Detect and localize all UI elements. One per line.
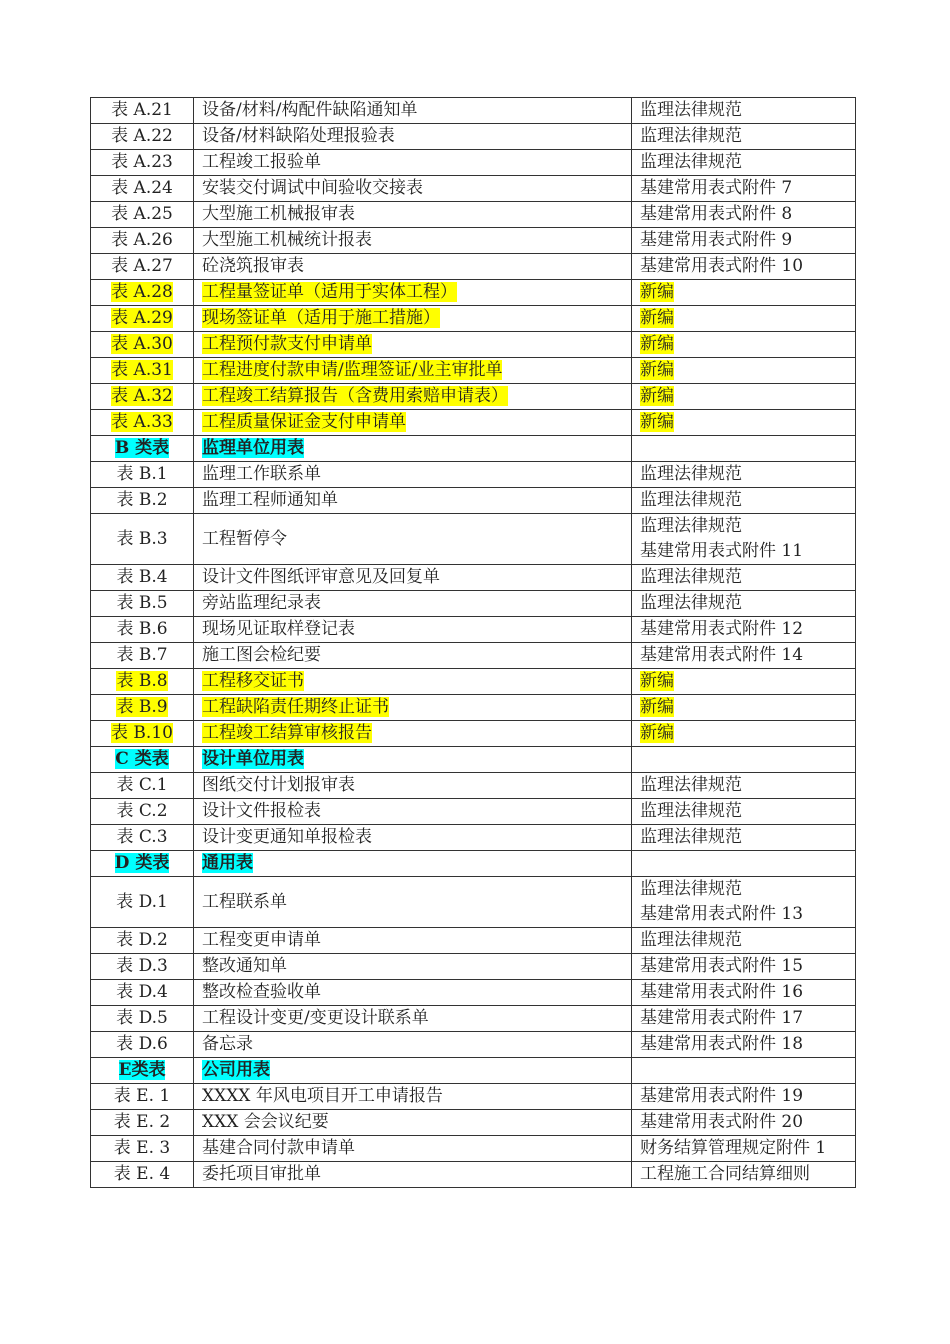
table-row (91, 280, 856, 306)
form-code-cell (91, 1084, 194, 1110)
form-code-cell (91, 1032, 194, 1058)
form-code: 表 D.3 (116, 956, 168, 976)
form-code: 表 A.22 (111, 126, 173, 146)
form-code: 表 A.30 (111, 334, 173, 354)
form-code-cell (91, 695, 194, 721)
form-source-cell (632, 669, 856, 695)
form-code-cell (91, 851, 194, 877)
table-row (91, 1136, 856, 1162)
form-code-cell (91, 773, 194, 799)
form-code: 表 C.2 (116, 801, 168, 821)
form-source: 基建常用表式附件 13 (640, 904, 804, 924)
form-name: XXX 会会议纪要 (202, 1112, 329, 1132)
form-code-cell (91, 436, 194, 462)
table-row (91, 332, 856, 358)
table-row (91, 1162, 856, 1188)
form-source: 工程施工合同结算细则 (640, 1164, 810, 1184)
category-header-row (91, 1058, 856, 1084)
table-row (91, 410, 856, 436)
table-row (91, 721, 856, 747)
form-name-cell (194, 1006, 632, 1032)
form-name: 现场见证取样登记表 (202, 619, 355, 639)
form-code-cell (91, 1058, 194, 1084)
form-name-cell (194, 410, 632, 436)
form-source-cell (632, 1006, 856, 1032)
form-name: 工程设计变更/变更设计联系单 (202, 1008, 429, 1028)
form-code: 表 B.2 (116, 490, 168, 510)
form-code: 表 C.3 (116, 827, 168, 847)
table-row (91, 1032, 856, 1058)
form-name-cell (194, 825, 632, 851)
form-name: 设计文件报检表 (202, 801, 321, 821)
form-source-cell (632, 228, 856, 254)
form-code-cell (91, 721, 194, 747)
form-source: 新编 (640, 282, 674, 302)
form-name: 旁站监理纪录表 (202, 593, 321, 613)
table-row (91, 877, 856, 928)
form-name: 大型施工机械统计报表 (202, 230, 372, 250)
form-source: 监理法律规范 (640, 490, 742, 510)
form-code-cell (91, 176, 194, 202)
form-source: 基建常用表式附件 19 (640, 1086, 804, 1106)
form-name: 监理工程师通知单 (202, 490, 338, 510)
form-name-cell (194, 150, 632, 176)
form-name-cell (194, 1084, 632, 1110)
form-source-cell (632, 721, 856, 747)
form-source-cell (632, 695, 856, 721)
form-source-cell (632, 410, 856, 436)
form-name-cell (194, 643, 632, 669)
form-code-cell (91, 488, 194, 514)
form-code: C 类表 (115, 749, 169, 769)
form-code: 表 B.9 (116, 697, 168, 717)
form-source-cell (632, 747, 856, 773)
form-name-cell (194, 591, 632, 617)
table-row (91, 799, 856, 825)
form-name-cell (194, 514, 632, 565)
form-source-cell (632, 799, 856, 825)
form-source: 监理法律规范 (640, 801, 742, 821)
form-source-cell (632, 1084, 856, 1110)
form-name: 工程竣工报验单 (202, 152, 321, 172)
form-name-cell (194, 358, 632, 384)
form-source: 监理法律规范 (640, 152, 742, 172)
form-code-cell (91, 591, 194, 617)
form-code-cell (91, 669, 194, 695)
table-row (91, 591, 856, 617)
table-row (91, 514, 856, 565)
form-name-cell (194, 98, 632, 124)
form-code: 表 B.4 (116, 567, 168, 587)
form-name-cell (194, 1136, 632, 1162)
form-source-cell (632, 643, 856, 669)
form-name: 监理工作联系单 (202, 464, 321, 484)
form-source-cell (632, 176, 856, 202)
table-row (91, 928, 856, 954)
form-name: 工程竣工结算报告（含费用索赔申请表） (202, 386, 508, 406)
form-name: 工程缺陷责任期终止证书 (202, 697, 389, 717)
form-source-cell (632, 928, 856, 954)
form-name: 图纸交付计划报审表 (202, 775, 355, 795)
form-code-cell (91, 877, 194, 928)
form-code-cell (91, 514, 194, 565)
form-code-cell (91, 150, 194, 176)
form-name: 公司用表 (202, 1060, 270, 1080)
form-code-cell (91, 1136, 194, 1162)
table-row (91, 1084, 856, 1110)
form-name-cell (194, 851, 632, 877)
form-code-cell (91, 306, 194, 332)
form-source-cell (632, 1136, 856, 1162)
form-code-cell (91, 98, 194, 124)
form-code: 表 E. 2 (113, 1112, 171, 1132)
form-source: 基建常用表式附件 11 (640, 541, 804, 561)
form-source: 基建常用表式附件 20 (640, 1112, 804, 1132)
form-code-cell (91, 358, 194, 384)
form-name: 施工图会检纪要 (202, 645, 321, 665)
form-source: 监理法律规范 (640, 567, 742, 587)
table-row (91, 306, 856, 332)
form-code-cell (91, 1110, 194, 1136)
form-code: 表 D.6 (116, 1034, 168, 1054)
form-name-cell (194, 280, 632, 306)
form-source: 新编 (640, 412, 674, 432)
form-name-cell (194, 202, 632, 228)
form-code: 表 A.24 (111, 178, 173, 198)
form-source: 基建常用表式附件 12 (640, 619, 804, 639)
table-row (91, 358, 856, 384)
form-name-cell (194, 1032, 632, 1058)
form-name-cell (194, 228, 632, 254)
category-header-row (91, 851, 856, 877)
form-code: 表 A.26 (111, 230, 173, 250)
form-name: 设计文件图纸评审意见及回复单 (202, 567, 440, 587)
form-source-cell (632, 358, 856, 384)
form-source-cell (632, 1032, 856, 1058)
form-code: 表 B.7 (116, 645, 168, 665)
form-source-cell (632, 773, 856, 799)
form-source: 监理法律规范 (640, 464, 742, 484)
form-name-cell (194, 176, 632, 202)
form-source-cell (632, 980, 856, 1006)
form-source: 基建常用表式附件 8 (640, 204, 793, 224)
form-source: 监理法律规范 (640, 879, 742, 899)
form-name: 设备/材料/构配件缺陷通知单 (202, 100, 418, 120)
form-name-cell (194, 306, 632, 332)
form-source: 基建常用表式附件 15 (640, 956, 804, 976)
form-source-cell (632, 591, 856, 617)
table-row (91, 254, 856, 280)
form-source: 新编 (640, 697, 674, 717)
form-source-cell (632, 565, 856, 591)
form-name: 整改通知单 (202, 956, 287, 976)
form-code-cell (91, 617, 194, 643)
form-code-cell (91, 280, 194, 306)
form-name-cell (194, 617, 632, 643)
form-code: 表 C.1 (116, 775, 168, 795)
form-source-cell (632, 1110, 856, 1136)
form-name-cell (194, 928, 632, 954)
form-code: 表 A.32 (111, 386, 173, 406)
form-source: 基建常用表式附件 16 (640, 982, 804, 1002)
form-source: 基建常用表式附件 18 (640, 1034, 804, 1054)
form-name: 工程量签证单（适用于实体工程） (202, 282, 457, 302)
form-name: 工程竣工结算审核报告 (202, 723, 372, 743)
form-name: 工程联系单 (202, 891, 287, 912)
form-source: 基建常用表式附件 17 (640, 1008, 804, 1028)
form-name-cell (194, 565, 632, 591)
form-code-cell (91, 954, 194, 980)
form-name-cell (194, 254, 632, 280)
form-source: 基建常用表式附件 9 (640, 230, 793, 250)
form-source: 监理法律规范 (640, 775, 742, 795)
form-name-cell (194, 954, 632, 980)
form-code: 表 A.28 (111, 282, 173, 302)
form-code: 表 B.8 (116, 671, 168, 691)
table-row (91, 980, 856, 1006)
form-name: 备忘录 (202, 1034, 253, 1054)
form-code-cell (91, 462, 194, 488)
form-code: 表 B.1 (116, 464, 168, 484)
form-name-cell (194, 488, 632, 514)
form-name-cell (194, 721, 632, 747)
form-name: 通用表 (202, 853, 253, 873)
form-name: 砼浇筑报审表 (202, 256, 304, 276)
form-source-cell (632, 825, 856, 851)
form-name: 设备/材料缺陷处理报验表 (202, 126, 395, 146)
form-name: 工程质量保证金支付申请单 (202, 412, 406, 432)
table-row (91, 825, 856, 851)
table-row (91, 98, 856, 124)
form-code: 表 B.6 (116, 619, 168, 639)
form-code: 表 D.1 (116, 891, 168, 912)
form-source-cell (632, 202, 856, 228)
form-name-cell (194, 877, 632, 928)
form-source: 新编 (640, 360, 674, 380)
form-source: 监理法律规范 (640, 593, 742, 613)
form-name-cell (194, 1110, 632, 1136)
form-source: 基建常用表式附件 7 (640, 178, 793, 198)
table-row (91, 954, 856, 980)
form-code: 表 A.23 (111, 152, 173, 172)
form-name-cell (194, 462, 632, 488)
form-source: 新编 (640, 386, 674, 406)
form-code-cell (91, 1162, 194, 1188)
form-code: 表 E. 4 (113, 1164, 171, 1184)
form-code: E类表 (118, 1060, 166, 1080)
category-header-row (91, 436, 856, 462)
form-code-cell (91, 980, 194, 1006)
form-source: 监理法律规范 (640, 930, 742, 950)
form-code-cell (91, 565, 194, 591)
form-code-cell (91, 643, 194, 669)
table-row (91, 150, 856, 176)
form-code: 表 A.33 (111, 412, 173, 432)
table-row (91, 617, 856, 643)
form-source-cell (632, 617, 856, 643)
form-name: 基建合同付款申请单 (202, 1138, 355, 1158)
table-row (91, 124, 856, 150)
category-header-row (91, 747, 856, 773)
form-source-cell (632, 436, 856, 462)
form-source: 基建常用表式附件 10 (640, 256, 804, 276)
form-name-cell (194, 1058, 632, 1084)
form-source-cell (632, 98, 856, 124)
form-name-cell (194, 124, 632, 150)
table-row (91, 695, 856, 721)
form-name: 安装交付调试中间验收交接表 (202, 178, 423, 198)
form-code: 表 B.5 (116, 593, 168, 613)
form-code-cell (91, 825, 194, 851)
form-source-cell (632, 1058, 856, 1084)
forms-index-table (90, 97, 856, 1188)
form-name: 监理单位用表 (202, 438, 304, 458)
form-source-cell (632, 954, 856, 980)
table-row (91, 773, 856, 799)
form-code: 表 E. 1 (113, 1086, 171, 1106)
table-row (91, 384, 856, 410)
form-code-cell (91, 747, 194, 773)
form-name-cell (194, 747, 632, 773)
form-name-cell (194, 695, 632, 721)
form-code-cell (91, 202, 194, 228)
form-code-cell (91, 228, 194, 254)
form-name: 工程变更申请单 (202, 930, 321, 950)
form-source-cell (632, 851, 856, 877)
form-code: B 类表 (114, 438, 170, 458)
form-source-cell (632, 488, 856, 514)
form-name-cell (194, 773, 632, 799)
form-source: 新编 (640, 308, 674, 328)
form-name-cell (194, 332, 632, 358)
form-code: 表 A.21 (111, 100, 173, 120)
form-code-cell (91, 928, 194, 954)
form-code-cell (91, 410, 194, 436)
form-code-cell (91, 332, 194, 358)
form-code-cell (91, 254, 194, 280)
form-source-cell (632, 332, 856, 358)
form-source: 监理法律规范 (640, 827, 742, 847)
form-name: XXXX 年风电项目开工申请报告 (202, 1086, 443, 1106)
form-source: 基建常用表式附件 14 (640, 645, 804, 665)
form-code-cell (91, 124, 194, 150)
form-name-cell (194, 669, 632, 695)
form-name: 设计变更通知单报检表 (202, 827, 372, 847)
form-name: 大型施工机械报审表 (202, 204, 355, 224)
form-code: 表 D.5 (116, 1008, 168, 1028)
form-source: 监理法律规范 (640, 100, 742, 120)
form-source-cell (632, 254, 856, 280)
form-name: 现场签证单（适用于施工措施） (202, 308, 440, 328)
form-source: 财务结算管理规定附件 1 (640, 1138, 827, 1158)
form-source: 新编 (640, 334, 674, 354)
form-code: 表 D.4 (116, 982, 168, 1002)
form-code: D 类表 (114, 853, 170, 873)
form-name: 工程暂停令 (202, 528, 287, 549)
form-source: 监理法律规范 (640, 516, 742, 536)
table-row (91, 176, 856, 202)
form-name: 委托项目审批单 (202, 1164, 321, 1184)
form-source: 新编 (640, 723, 674, 743)
form-code: 表 A.29 (111, 308, 173, 328)
form-source-cell (632, 124, 856, 150)
form-code: 表 B.3 (116, 528, 168, 549)
form-code: 表 E. 3 (113, 1138, 171, 1158)
form-code-cell (91, 799, 194, 825)
table-row (91, 228, 856, 254)
form-code-cell (91, 384, 194, 410)
table-row (91, 1110, 856, 1136)
table-row (91, 462, 856, 488)
table-row (91, 565, 856, 591)
table-row (91, 1006, 856, 1032)
form-name-cell (194, 436, 632, 462)
form-name-cell (194, 980, 632, 1006)
table-row (91, 643, 856, 669)
form-name: 工程移交证书 (202, 671, 304, 691)
form-code: 表 A.25 (111, 204, 173, 224)
table-body (91, 98, 856, 1188)
table-row (91, 669, 856, 695)
form-source-cell (632, 1162, 856, 1188)
form-name-cell (194, 384, 632, 410)
table-row (91, 202, 856, 228)
form-code: 表 B.10 (111, 723, 173, 743)
form-code: 表 D.2 (116, 930, 168, 950)
form-source-cell (632, 280, 856, 306)
form-name-cell (194, 1162, 632, 1188)
form-name: 设计单位用表 (202, 749, 304, 769)
form-source-cell (632, 150, 856, 176)
form-source-cell (632, 877, 856, 928)
form-source-cell (632, 462, 856, 488)
form-source-cell (632, 306, 856, 332)
form-name-cell (194, 799, 632, 825)
form-source: 监理法律规范 (640, 126, 742, 146)
form-source: 新编 (640, 671, 674, 691)
form-code: 表 A.27 (111, 256, 173, 276)
table-row (91, 488, 856, 514)
form-source-cell (632, 514, 856, 565)
form-name: 工程进度付款申请/监理签证/业主审批单 (202, 360, 503, 380)
form-name: 整改检查验收单 (202, 982, 321, 1002)
form-name: 工程预付款支付申请单 (202, 334, 372, 354)
form-code-cell (91, 1006, 194, 1032)
form-code: 表 A.31 (111, 360, 173, 380)
form-source-cell (632, 384, 856, 410)
